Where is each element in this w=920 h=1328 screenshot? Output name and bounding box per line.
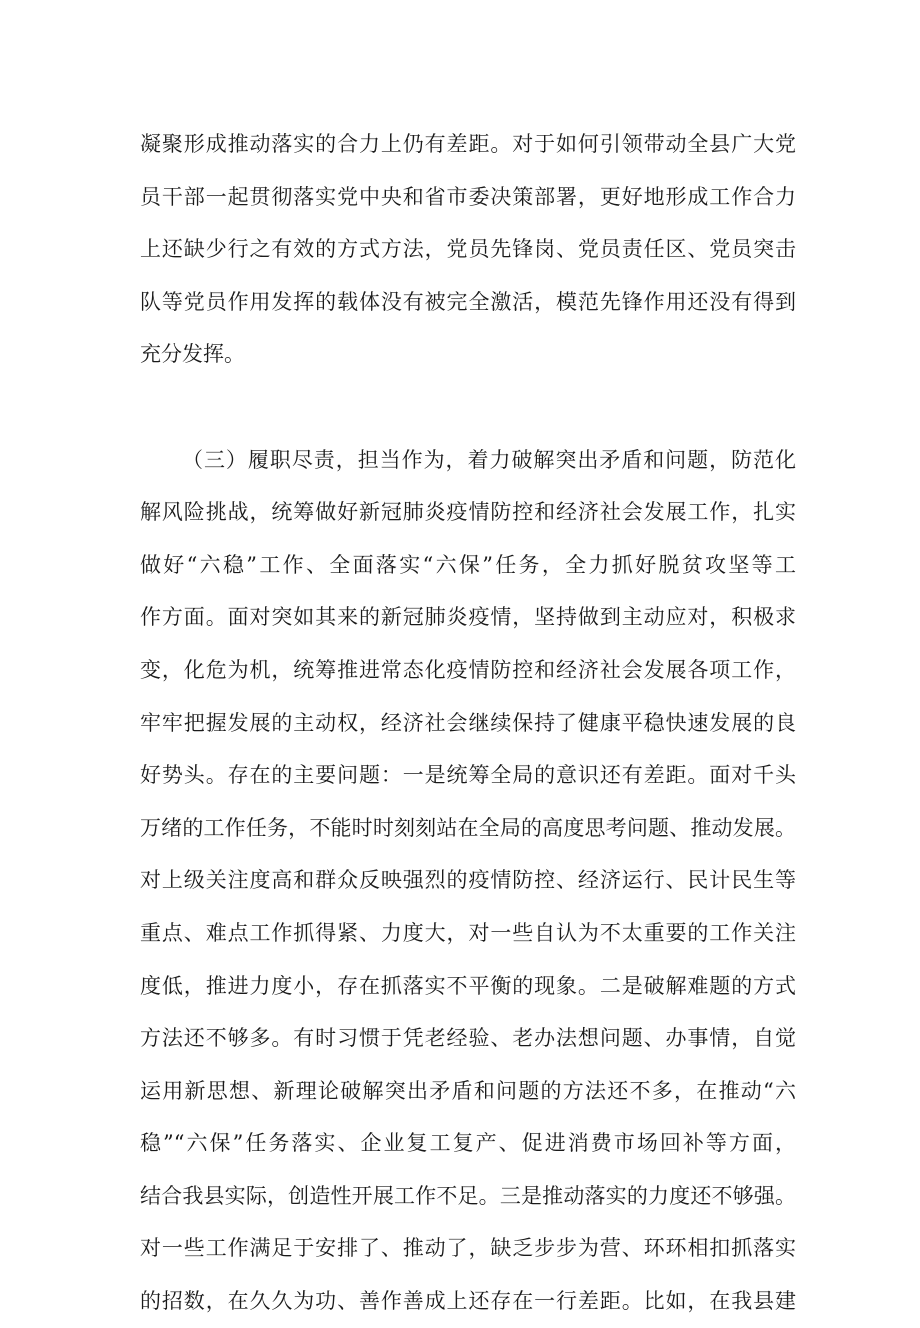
paragraph-section-three xyxy=(140,434,796,1328)
text-line: 结合我县实际，创造性开展工作不足。三是推动落实的力度还不够强。 xyxy=(140,1183,796,1208)
text-line: 对一些工作满足于安排了、推动了，缺乏步步为营、环环相扣抓落实 xyxy=(140,1236,796,1261)
text-line: 重点、难点工作抓得紧、力度大，对一些自认为不太重要的工作关注 xyxy=(140,920,796,945)
text-line: 的招数，在久久为功、善作善成上还存在一行差距。比如，在我县建 xyxy=(140,1289,796,1314)
text-line: 好势头。存在的主要问题：一是统筹全局的意识还有差距。面对千头 xyxy=(140,763,796,788)
text-line: 运用新思想、新理论破解突出矛盾和问题的方法还不多，在推动“六 xyxy=(140,1078,796,1103)
text-line: 队等党员作用发挥的载体没有被完全激活，模范先锋作用还没有得到 xyxy=(140,289,796,314)
text-line: 万绪的工作任务，不能时时刻刻站在全局的高度思考问题、推动发展。 xyxy=(140,815,796,840)
text-line: 充分发挥。 xyxy=(140,342,245,367)
text-line: 凝聚形成推动落实的合力上仍有差距。对于如何引领带动全县广大党 xyxy=(140,132,796,156)
text-line: 对上级关注度高和群众反映强烈的疫情防控、经济运行、民计民生等 xyxy=(140,868,796,893)
paragraph-spacer xyxy=(140,381,796,434)
text-line: （三）履职尽责，担当作为，着力破解突出矛盾和问题，防范化 xyxy=(182,447,796,472)
text-line: 方法还不够多。有时习惯于凭老经验、老办法想问题、办事情，自觉 xyxy=(140,1026,796,1051)
document-body xyxy=(140,118,796,1328)
text-line: 上还缺少行之有效的方式方法，党员先锋岗、党员责任区、党员突击 xyxy=(140,237,796,262)
text-line: 解风险挑战，统筹做好新冠肺炎疫情防控和经济社会发展工作，扎实 xyxy=(140,500,796,525)
text-line: 员干部一起贯彻落实党中央和省市委决策部署，更好地形成工作合力 xyxy=(140,184,796,209)
text-line: 做好“六稳”工作、全面落实“六保”任务，全力抓好脱贫攻坚等工 xyxy=(140,552,796,577)
text-line: 稳”“六保”任务落实、企业复工复产、促进消费市场回补等方面， xyxy=(140,1131,796,1156)
text-line: 牢牢把握发展的主动权，经济社会继续保持了健康平稳快速发展的良 xyxy=(140,710,796,735)
paragraph-party-members xyxy=(140,118,796,381)
text-line: 度低，推进力度小，存在抓落实不平衡的现象。二是破解难题的方式 xyxy=(140,973,796,998)
text-line: 变，化危为机，统筹推进常态化疫情防控和经济社会发展各项工作， xyxy=(140,657,796,682)
text-line: 作方面。面对突如其来的新冠肺炎疫情，坚持做到主动应对，积极求 xyxy=(140,605,796,630)
